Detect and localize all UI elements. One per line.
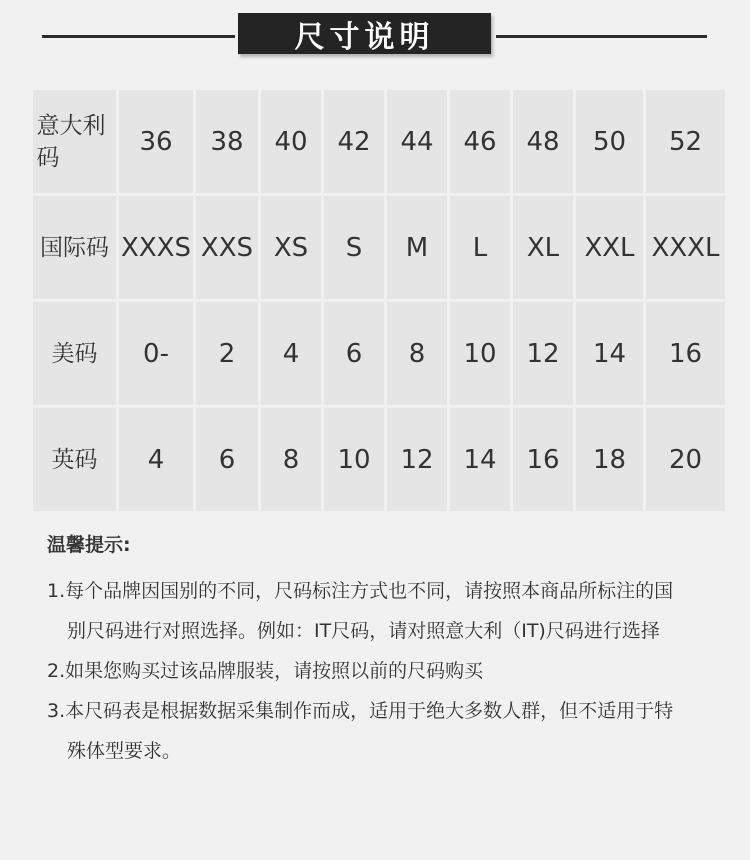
table-cell: 16 bbox=[646, 302, 725, 405]
table-cell: 12 bbox=[387, 408, 447, 511]
table-cell: 12 bbox=[513, 302, 573, 405]
table-cell: 50 bbox=[576, 90, 643, 193]
table-cell: 16 bbox=[513, 408, 573, 511]
note-line: 3.本尺码表是根据数据采集制作而成，适用于绝大多数人群，但不适用于特 bbox=[47, 700, 674, 722]
table-cell: L bbox=[450, 196, 510, 299]
table-row bbox=[33, 408, 725, 511]
table-cell: 4 bbox=[119, 408, 193, 511]
table-cell: 36 bbox=[119, 90, 193, 193]
table-cell: 38 bbox=[196, 90, 258, 193]
header-divider-left bbox=[42, 35, 235, 38]
table-cell: 48 bbox=[513, 90, 573, 193]
table-cell: 40 bbox=[261, 90, 321, 193]
table-cell: 2 bbox=[196, 302, 258, 405]
size-table bbox=[30, 87, 728, 514]
table-cell: 0- bbox=[119, 302, 193, 405]
row-label: 国际码 bbox=[33, 196, 116, 299]
table-cell: XXL bbox=[576, 196, 643, 299]
table-cell: 6 bbox=[324, 302, 384, 405]
notes-section bbox=[47, 530, 717, 771]
row-label: 意大利码 bbox=[33, 90, 116, 193]
table-row bbox=[33, 90, 725, 193]
note-item bbox=[47, 691, 717, 771]
table-cell: 46 bbox=[450, 90, 510, 193]
row-label: 英码 bbox=[33, 408, 116, 511]
header-divider-right bbox=[496, 35, 707, 38]
table-row bbox=[33, 302, 725, 405]
table-cell: 8 bbox=[387, 302, 447, 405]
table-cell: XXS bbox=[196, 196, 258, 299]
table-cell: 44 bbox=[387, 90, 447, 193]
table-cell: M bbox=[387, 196, 447, 299]
table-cell: XL bbox=[513, 196, 573, 299]
table-cell: XXXL bbox=[646, 196, 725, 299]
table-cell: XS bbox=[261, 196, 321, 299]
note-line: 殊体型要求。 bbox=[67, 740, 182, 762]
table-cell: 14 bbox=[576, 302, 643, 405]
page-title: 尺寸说明 bbox=[238, 13, 491, 54]
table-cell: 8 bbox=[261, 408, 321, 511]
table-cell: 42 bbox=[324, 90, 384, 193]
note-item bbox=[47, 571, 717, 651]
row-label: 美码 bbox=[33, 302, 116, 405]
table-cell: XXXS bbox=[119, 196, 193, 299]
table-cell: 18 bbox=[576, 408, 643, 511]
note-item bbox=[47, 651, 717, 691]
notes-title: 温馨提示: bbox=[47, 534, 131, 556]
note-line: 别尺码进行对照选择。例如：IT尺码，请对照意大利（IT)尺码进行选择 bbox=[67, 620, 660, 642]
table-cell: 20 bbox=[646, 408, 725, 511]
table-cell: 10 bbox=[450, 302, 510, 405]
note-line: 1.每个品牌因国别的不同，尺码标注方式也不同，请按照本商品所标注的国 bbox=[47, 580, 674, 602]
table-cell: 14 bbox=[450, 408, 510, 511]
note-line: 2.如果您购买过该品牌服装，请按照以前的尺码购买 bbox=[47, 660, 484, 682]
table-cell: 52 bbox=[646, 90, 725, 193]
table-cell: 10 bbox=[324, 408, 384, 511]
table-cell: S bbox=[324, 196, 384, 299]
table-row bbox=[33, 196, 725, 299]
table-cell: 6 bbox=[196, 408, 258, 511]
table-cell: 4 bbox=[261, 302, 321, 405]
